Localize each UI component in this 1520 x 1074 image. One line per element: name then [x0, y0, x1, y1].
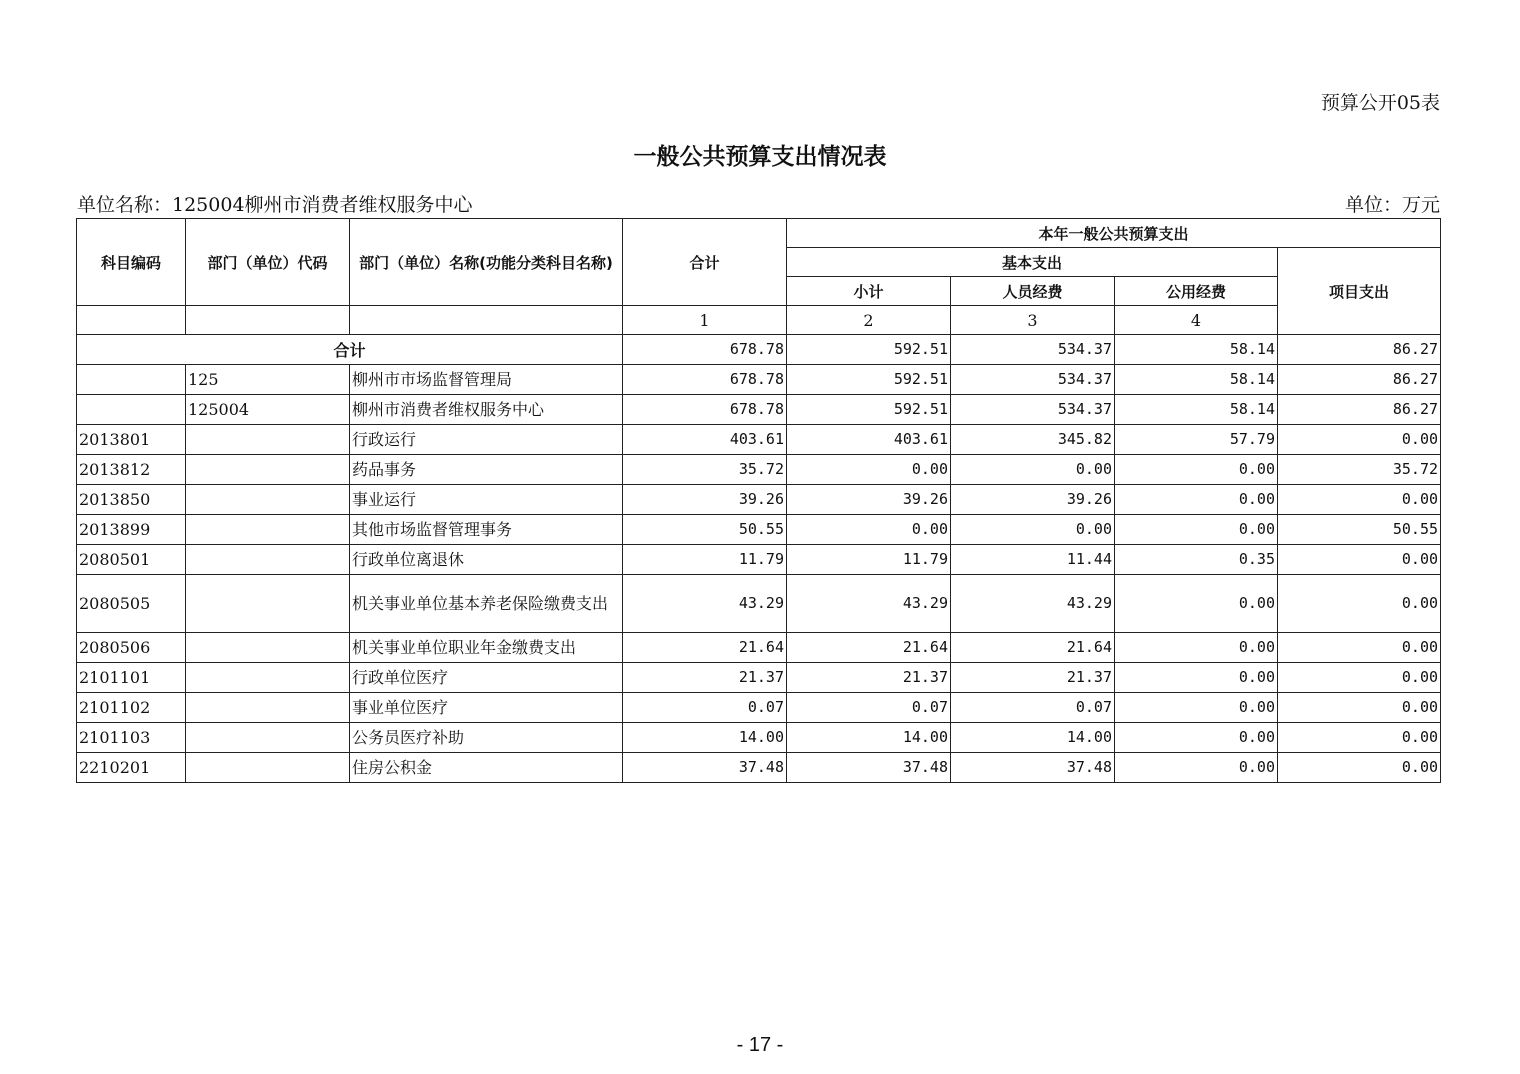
- cell-project: 0.00: [1278, 484, 1441, 514]
- header-personnel: 人员经费: [951, 277, 1115, 306]
- cell-project: 0.00: [1278, 722, 1441, 752]
- table-row: [77, 544, 1441, 574]
- total-row: [77, 335, 1441, 365]
- cell-personnel: 345.82: [951, 424, 1115, 454]
- cell-name: 其他市场监督管理事务: [350, 514, 623, 544]
- unit-name: 单位名称：125004柳州市消费者维权服务中心: [77, 194, 473, 216]
- cell-subtotal: 43.29: [787, 574, 951, 632]
- cell-project: 86.27: [1278, 364, 1441, 394]
- cell-dept-code: [186, 424, 350, 454]
- cell-name: 行政单位离退休: [350, 544, 623, 574]
- cell-code: 2101103: [77, 722, 186, 752]
- cell-subtotal: 37.48: [787, 752, 951, 782]
- cell-dept-code: [186, 574, 350, 632]
- header-dept-code: 部门（单位）代码: [186, 219, 350, 306]
- cell-name: 事业运行: [350, 484, 623, 514]
- cell-code: 2080501: [77, 544, 186, 574]
- cell-dept-code: 125: [186, 364, 350, 394]
- header-spacer: [350, 306, 623, 335]
- header-spacer: [186, 306, 350, 335]
- cell-code: 2101102: [77, 692, 186, 722]
- cell-subtotal: 11.79: [787, 544, 951, 574]
- cell-personnel: 21.64: [951, 632, 1115, 662]
- table-row: [77, 484, 1441, 514]
- cell-total: 403.61: [623, 424, 787, 454]
- total-public: 58.14: [1115, 335, 1278, 365]
- table-row: [77, 662, 1441, 692]
- cell-public: 0.00: [1115, 514, 1278, 544]
- document-title: 一般公共预算支出情况表: [633, 144, 887, 170]
- cell-project: 0.00: [1278, 544, 1441, 574]
- table-row: [77, 394, 1441, 424]
- cell-public: 0.00: [1115, 632, 1278, 662]
- cell-name: 药品事务: [350, 454, 623, 484]
- cell-name: 柳州市市场监督管理局: [350, 364, 623, 394]
- cell-name: 公务员医疗补助: [350, 722, 623, 752]
- header-subtotal: 小计: [787, 277, 951, 306]
- cell-project: 35.72: [1278, 454, 1441, 484]
- cell-personnel: 21.37: [951, 662, 1115, 692]
- cell-project: 0.00: [1278, 424, 1441, 454]
- cell-public: 0.00: [1115, 484, 1278, 514]
- cell-total: 43.29: [623, 574, 787, 632]
- table-row: [77, 514, 1441, 544]
- cell-public: 58.14: [1115, 394, 1278, 424]
- budget-table: [76, 218, 1441, 783]
- cell-code: 2013801: [77, 424, 186, 454]
- cell-code: 2013899: [77, 514, 186, 544]
- header-year-group: 本年一般公共预算支出: [787, 219, 1441, 248]
- cell-name: 柳州市消费者维权服务中心: [350, 394, 623, 424]
- cell-personnel: 37.48: [951, 752, 1115, 782]
- cell-personnel: 0.07: [951, 692, 1115, 722]
- table-row: [77, 692, 1441, 722]
- cell-project: 0.00: [1278, 574, 1441, 632]
- cell-project: 0.00: [1278, 752, 1441, 782]
- header-public: 公用经费: [1115, 277, 1278, 306]
- header-spacer: [77, 306, 186, 335]
- cell-total: 678.78: [623, 364, 787, 394]
- cell-dept-code: [186, 692, 350, 722]
- page-number: - 17 -: [736, 1034, 784, 1056]
- cell-code: 2080506: [77, 632, 186, 662]
- cell-total: 678.78: [623, 394, 787, 424]
- cell-code: 2080505: [77, 574, 186, 632]
- table-row: [77, 574, 1441, 632]
- cell-public: 0.00: [1115, 752, 1278, 782]
- cell-dept-code: [186, 454, 350, 484]
- cell-public: 0.00: [1115, 692, 1278, 722]
- header-code: 科目编码: [77, 219, 186, 306]
- cell-total: 21.64: [623, 632, 787, 662]
- cell-total: 50.55: [623, 514, 787, 544]
- cell-public: 58.14: [1115, 364, 1278, 394]
- cell-dept-code: [186, 484, 350, 514]
- header-index-2: 2: [787, 306, 951, 335]
- cell-personnel: 11.44: [951, 544, 1115, 574]
- form-number: 预算公开05表: [1320, 92, 1440, 114]
- cell-personnel: 43.29: [951, 574, 1115, 632]
- cell-name: 住房公积金: [350, 752, 623, 782]
- cell-project: 50.55: [1278, 514, 1441, 544]
- cell-public: 57.79: [1115, 424, 1278, 454]
- cell-public: 0.35: [1115, 544, 1278, 574]
- cell-name: 机关事业单位职业年金缴费支出: [350, 632, 623, 662]
- table-row: [77, 722, 1441, 752]
- cell-project: 0.00: [1278, 632, 1441, 662]
- table-body: [77, 335, 1441, 783]
- table-row: [77, 752, 1441, 782]
- cell-dept-code: [186, 722, 350, 752]
- total-project: 86.27: [1278, 335, 1441, 365]
- header-basic-group: 基本支出: [787, 248, 1278, 277]
- header-project: 项目支出: [1278, 248, 1441, 335]
- cell-project: 0.00: [1278, 662, 1441, 692]
- cell-total: 21.37: [623, 662, 787, 692]
- cell-project: 0.00: [1278, 692, 1441, 722]
- total-label: 合计: [77, 335, 623, 365]
- table-row: [77, 364, 1441, 394]
- cell-subtotal: 0.00: [787, 514, 951, 544]
- header-name: 部门（单位）名称(功能分类科目名称): [350, 219, 623, 306]
- cell-subtotal: 39.26: [787, 484, 951, 514]
- cell-personnel: 0.00: [951, 514, 1115, 544]
- cell-name: 机关事业单位基本养老保险缴费支出: [350, 574, 623, 632]
- cell-subtotal: 592.51: [787, 394, 951, 424]
- cell-name: 行政运行: [350, 424, 623, 454]
- cell-total: 37.48: [623, 752, 787, 782]
- header-index-3: 3: [951, 306, 1115, 335]
- cell-public: 0.00: [1115, 574, 1278, 632]
- cell-code: 2013812: [77, 454, 186, 484]
- cell-subtotal: 21.37: [787, 662, 951, 692]
- cell-total: 11.79: [623, 544, 787, 574]
- cell-personnel: 534.37: [951, 394, 1115, 424]
- cell-personnel: 0.00: [951, 454, 1115, 484]
- cell-code: [77, 394, 186, 424]
- cell-dept-code: [186, 514, 350, 544]
- total-total: 678.78: [623, 335, 787, 365]
- header-total: 合计: [623, 219, 787, 306]
- cell-subtotal: 0.00: [787, 454, 951, 484]
- cell-total: 0.07: [623, 692, 787, 722]
- cell-project: 86.27: [1278, 394, 1441, 424]
- cell-personnel: 534.37: [951, 364, 1115, 394]
- cell-code: 2210201: [77, 752, 186, 782]
- total-personnel: 534.37: [951, 335, 1115, 365]
- cell-subtotal: 14.00: [787, 722, 951, 752]
- cell-name: 事业单位医疗: [350, 692, 623, 722]
- cell-dept-code: [186, 632, 350, 662]
- cell-code: 2013850: [77, 484, 186, 514]
- header-index-1: 1: [623, 306, 787, 335]
- cell-total: 35.72: [623, 454, 787, 484]
- cell-public: 0.00: [1115, 454, 1278, 484]
- cell-dept-code: [186, 662, 350, 692]
- total-subtotal: 592.51: [787, 335, 951, 365]
- cell-personnel: 14.00: [951, 722, 1115, 752]
- cell-subtotal: 21.64: [787, 632, 951, 662]
- cell-subtotal: 403.61: [787, 424, 951, 454]
- cell-public: 0.00: [1115, 662, 1278, 692]
- table-row: [77, 424, 1441, 454]
- cell-subtotal: 0.07: [787, 692, 951, 722]
- unit-line: [77, 190, 1440, 217]
- cell-name: 行政单位医疗: [350, 662, 623, 692]
- table-row: [77, 454, 1441, 484]
- cell-total: 14.00: [623, 722, 787, 752]
- cell-dept-code: [186, 544, 350, 574]
- cell-subtotal: 592.51: [787, 364, 951, 394]
- cell-code: [77, 364, 186, 394]
- cell-personnel: 39.26: [951, 484, 1115, 514]
- cell-total: 39.26: [623, 484, 787, 514]
- cell-code: 2101101: [77, 662, 186, 692]
- table-row: [77, 632, 1441, 662]
- cell-dept-code: 125004: [186, 394, 350, 424]
- cell-dept-code: [186, 752, 350, 782]
- currency-unit: 单位：万元: [1344, 194, 1440, 216]
- cell-public: 0.00: [1115, 722, 1278, 752]
- header-index-4: 4: [1115, 306, 1278, 335]
